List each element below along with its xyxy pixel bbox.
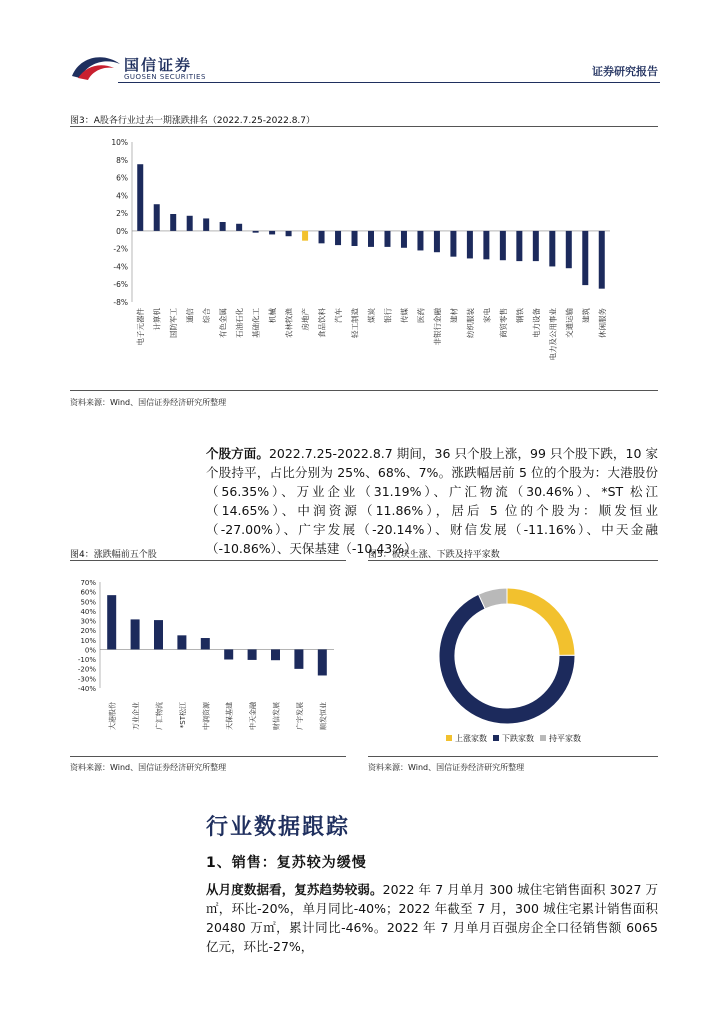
x-tick-label: 中润资源 [202,702,211,730]
bar [203,218,209,230]
legend-label: 持平家数 [549,733,581,743]
logo-name-en: GUOSEN SECURITIES [124,73,206,81]
bar [450,231,456,257]
legend-label: 上涨家数 [455,733,487,743]
bar [187,216,193,231]
x-tick-label: 机械 [268,308,278,323]
y-tick-label: 40% [80,607,96,616]
x-tick-label: 电力及公用事业 [548,307,558,361]
x-tick-label: 基础化工 [251,308,261,338]
x-tick-label: 建筑 [581,308,591,323]
bar [131,619,140,649]
y-tick-label: 10% [111,138,128,147]
x-tick-label: 交通运输 [564,308,574,338]
x-tick-label: 银行 [383,308,393,323]
figure3-caption: 图3：A股各行业过去一期涨跌排名（2022.7.25-2022.8.7） [70,116,316,126]
donut-slice [507,588,575,655]
x-tick-label: 钢铁 [515,308,525,323]
bar [516,231,522,261]
legend-swatch [540,735,546,741]
bar [137,164,143,231]
bar [201,638,210,649]
bar [271,649,280,660]
bar [318,649,327,675]
stock-paragraph-lead: 个股方面。 [206,446,269,461]
top-stocks-bar-chart [70,578,346,746]
bar [582,231,588,285]
y-tick-label: 4% [116,191,128,201]
bar [434,231,440,252]
y-tick-label: -6% [113,280,128,290]
y-tick-label: -20% [77,665,96,674]
section-subtitle: 1、销售：复苏较为缓慢 [206,855,367,871]
legend-swatch [446,735,452,741]
x-tick-label: 计算机 [152,308,162,331]
bar [177,635,186,649]
bar [384,231,390,247]
figure4-bottom-rule [70,756,346,757]
figure3-top-rule [70,126,658,127]
x-tick-label: 轻工制造 [350,308,360,338]
bar [352,231,358,246]
industry-bar-chart [70,136,658,386]
x-tick-label: 医药 [416,308,426,323]
bar [302,231,308,241]
y-tick-label: 30% [80,617,96,626]
header [0,0,724,90]
figure4-top-rule [70,560,346,561]
y-tick-label: 50% [80,598,96,607]
figure5-source: 资料来源：Wind、国信证券经济研究所整理 [368,763,525,772]
y-tick-label: 0% [84,646,96,655]
bar [107,595,116,649]
figure4-caption: 图4：涨跌幅前五个股 [70,550,157,560]
x-tick-label: 广宇发展 [295,702,304,730]
sales-paragraph-lead: 从月度数据看，复苏趋势较弱。 [206,882,383,897]
header-divider [118,82,660,83]
x-tick-label: 国防军工 [169,308,179,338]
x-tick-label: 顺发恒业 [319,702,328,730]
bar [253,231,259,233]
x-tick-label: 休闲服务 [597,308,607,338]
bar [154,620,163,649]
x-tick-label: 万业企业 [132,702,141,730]
x-tick-label: 中天金融 [249,702,258,730]
x-tick-label: 煤炭 [367,308,376,323]
x-tick-label: 纺织服装 [465,308,475,338]
sales-paragraph-body: 2022 年 7 月单月 300 城住宅销售面积 3027 万㎡，环比-20%，单月同比-40%；2022 年截至 7 月，300 城住宅累计销售面积 20480 万㎡，累计同比-46%。2022 年 7 月单月百强房企全口径销售额 6065 亿元，环比-27%， [206,882,658,954]
bar [224,649,233,659]
y-tick-label: 6% [116,173,128,183]
x-tick-label: 广汇物流 [155,702,164,730]
figure3-bottom-rule [70,390,658,391]
x-tick-label: 食品饮料 [317,308,327,338]
bar [294,649,303,668]
y-tick-label: 2% [116,209,128,219]
bar [483,231,489,259]
x-tick-label: 汽车 [334,308,344,323]
section-title: 行业数据跟踪 [206,815,351,840]
report-type-label: 证券研究报告 [592,65,658,78]
x-tick-label: 大港股份 [108,702,117,730]
x-tick-label: 非银行金融 [432,308,442,346]
x-tick-label: 家电 [482,308,492,323]
bar [319,231,325,243]
y-tick-label: -2% [113,244,128,254]
x-tick-label: 通信 [185,308,195,323]
legend-item [446,733,487,744]
bar [599,231,605,289]
bar [236,224,242,231]
figure5-top-rule [368,560,658,561]
x-tick-label: 综合 [202,308,212,323]
y-tick-label: 60% [80,588,96,597]
x-tick-label: 传媒 [399,308,409,323]
x-tick-label: *ST松江 [178,702,187,729]
legend-swatch [493,735,499,741]
bar [269,231,275,235]
x-tick-label: 财信发展 [272,702,281,730]
donut-legend [446,726,646,745]
stock-paragraph [206,444,658,558]
figure5-bottom-rule [368,756,658,757]
y-tick-label: -10% [77,656,96,665]
sales-paragraph [206,880,658,956]
bar [248,649,257,659]
y-tick-label: -30% [77,675,96,684]
x-tick-label: 石油石化 [235,308,245,338]
sector-count-donut-chart [434,583,580,729]
y-tick-label: 0% [116,226,128,236]
x-tick-label: 电子元器件 [136,308,146,346]
bar [170,214,176,231]
figure4-source: 资料来源：Wind、国信证券经济研究所整理 [70,763,227,772]
x-tick-label: 建材 [449,308,459,323]
y-tick-label: 8% [116,155,128,165]
x-tick-label: 房地产 [301,308,311,331]
stock-paragraph-body: 2022.7.25-2022.8.7 期间，36 只个股上涨，99 只个股下跌，10 家个股持平，占比分别为 25%、68%、7%。涨跌幅居前 5 位的个股为：大港股份（56.35%）、万业企业（31.19%）、广汇物流（30.46%）、*ST 松江（14.65%）、中润资源（11.86%），居后 5 位的个股为：顺发恒业（-27.00%）、广宇发展（-20.14%）、财信发展（-11.16%）、中天金融（-10.86%）、天保基建（-10.43%）。 [206,446,658,556]
y-tick-label: 20% [80,627,96,636]
bar [549,231,555,267]
bar [417,231,423,251]
x-tick-label: 商贸零售 [498,308,508,338]
bar [368,231,374,247]
logo-name-cn: 国信证券 [124,56,193,74]
legend-label: 下跌家数 [502,733,534,743]
y-tick-label: 10% [80,636,96,645]
bar [401,231,407,248]
x-tick-label: 天保基建 [225,702,234,730]
bar [154,204,160,231]
bar [533,231,539,261]
legend-item [540,733,581,744]
y-tick-label: -4% [113,262,128,272]
figure3-source: 资料来源：Wind、国信证券经济研究所整理 [70,398,227,407]
figure5-caption: 图5：板块上涨、下跌及持平家数 [368,550,500,560]
y-tick-label: -40% [77,685,96,693]
x-tick-label: 有色金属 [218,308,228,338]
bar [335,231,341,245]
legend-item [493,733,534,744]
y-tick-label: 70% [80,579,96,587]
x-tick-label: 农林牧渔 [284,308,294,338]
bar [500,231,506,260]
y-tick-label: -8% [113,298,128,307]
x-tick-label: 电力设备 [531,308,541,338]
guosen-logo-icon [70,50,122,82]
bar [467,231,473,259]
bar [220,222,226,231]
bar [286,231,292,236]
bar [566,231,572,268]
